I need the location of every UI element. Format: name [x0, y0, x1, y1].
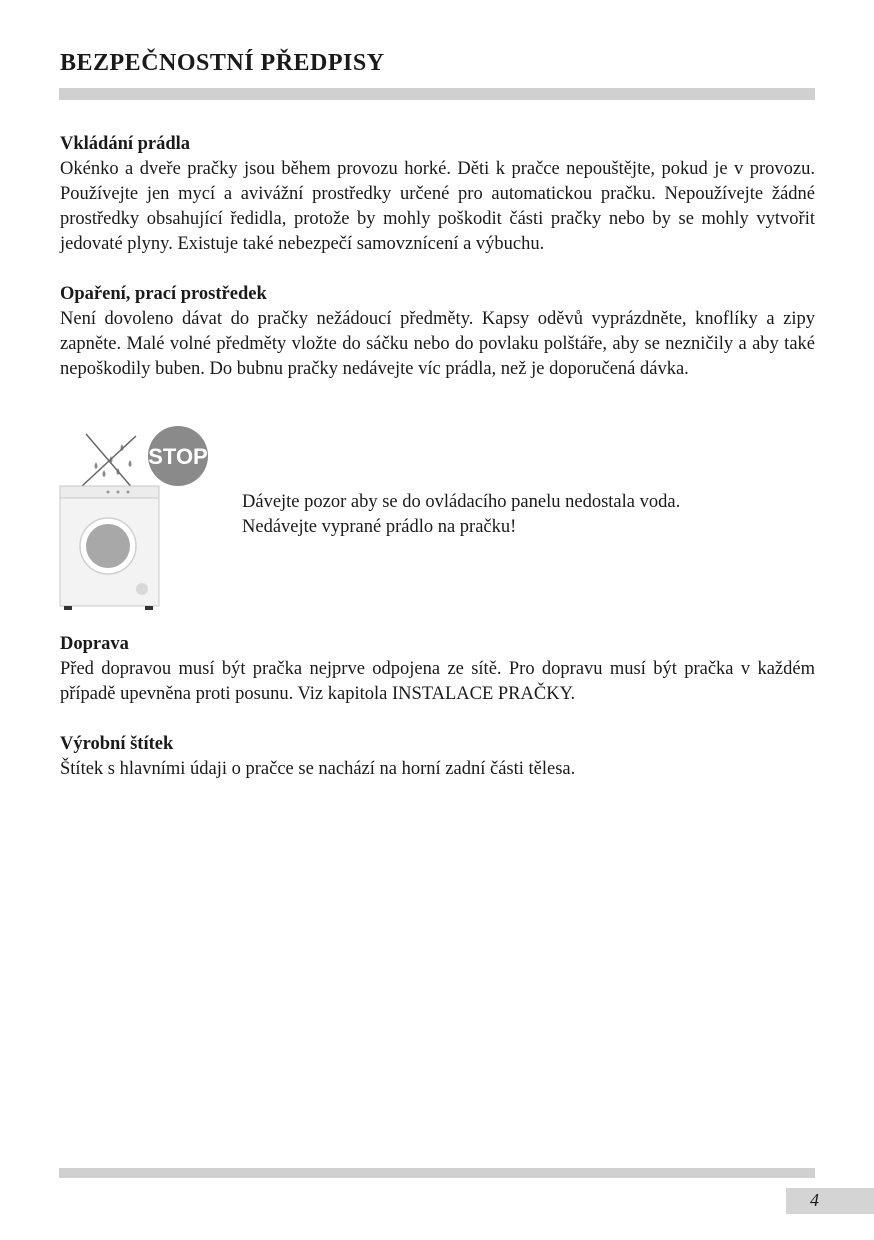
- section-loading-laundry: [60, 132, 815, 257]
- section-body: Není dovoleno dávat do pračky nežádoucí předměty. Kapsy oděvů vyprázdněte, knoflíky a zipy zapněte. Malé volné předměty vložte do sáčku nebo do povlaku polštáře, aby se nezničily a aby také nepoškodily buben. Do bubnu pračky nedávejte víc prádla, než je doporučená dávka.: [60, 309, 815, 379]
- section-scalding-detergent: [60, 282, 815, 382]
- section-heading: Opaření, prací prostředek: [60, 284, 267, 304]
- warning-line-1: Dávejte pozor aby se do ovládacího panelu nedostala voda.: [242, 492, 681, 512]
- stop-icon: [148, 426, 208, 486]
- section-body: Štítek s hlavními údaji o pračce se nachází na horní zadní části tělesa.: [60, 759, 576, 779]
- section-rating-plate: [60, 732, 815, 782]
- section-heading: Výrobní štítek: [60, 734, 174, 754]
- section-heading: Doprava: [60, 634, 129, 654]
- section-heading: Vkládání prádla: [60, 134, 191, 154]
- washing-machine-icon: [60, 486, 159, 610]
- page-title: BEZPEČNOSTNÍ PŘEDPISY: [60, 50, 385, 76]
- header-divider: [59, 88, 815, 100]
- washing-machine-warning-illustration: [56, 424, 216, 614]
- stop-label: STOP: [148, 444, 208, 469]
- section-body: Před dopravou musí být pračka nejprve odpojena ze sítě. Pro dopravu musí být pračka v každém případě upevněna proti posunu. Viz kapitola INSTALACE PRAČKY.: [60, 659, 815, 704]
- footer-divider: [59, 1168, 815, 1178]
- control-panel-warning: [242, 490, 680, 540]
- section-body: Okénko a dveře pračky jsou během provozu horké. Děti k pračce nepouštějte, pokud je v provozu. Používejte jen mycí a avivážní prostředky určené pro automatickou pračku. Nepoužívejte žádné prostředky obsahující ředidla, protože by mohly poškodit části pračky nebo by se mohly vytvořit jedovaté plyny. Existuje také nebezpečí samovznícení a výbuchu.: [60, 159, 815, 254]
- section-transport: [60, 632, 815, 707]
- warning-line-2: Nedávejte vyprané prádlo na pračku!: [242, 517, 517, 537]
- page-number: 4: [810, 1190, 819, 1210]
- page-number-box: [786, 1188, 874, 1214]
- water-drops-icon: [82, 434, 136, 490]
